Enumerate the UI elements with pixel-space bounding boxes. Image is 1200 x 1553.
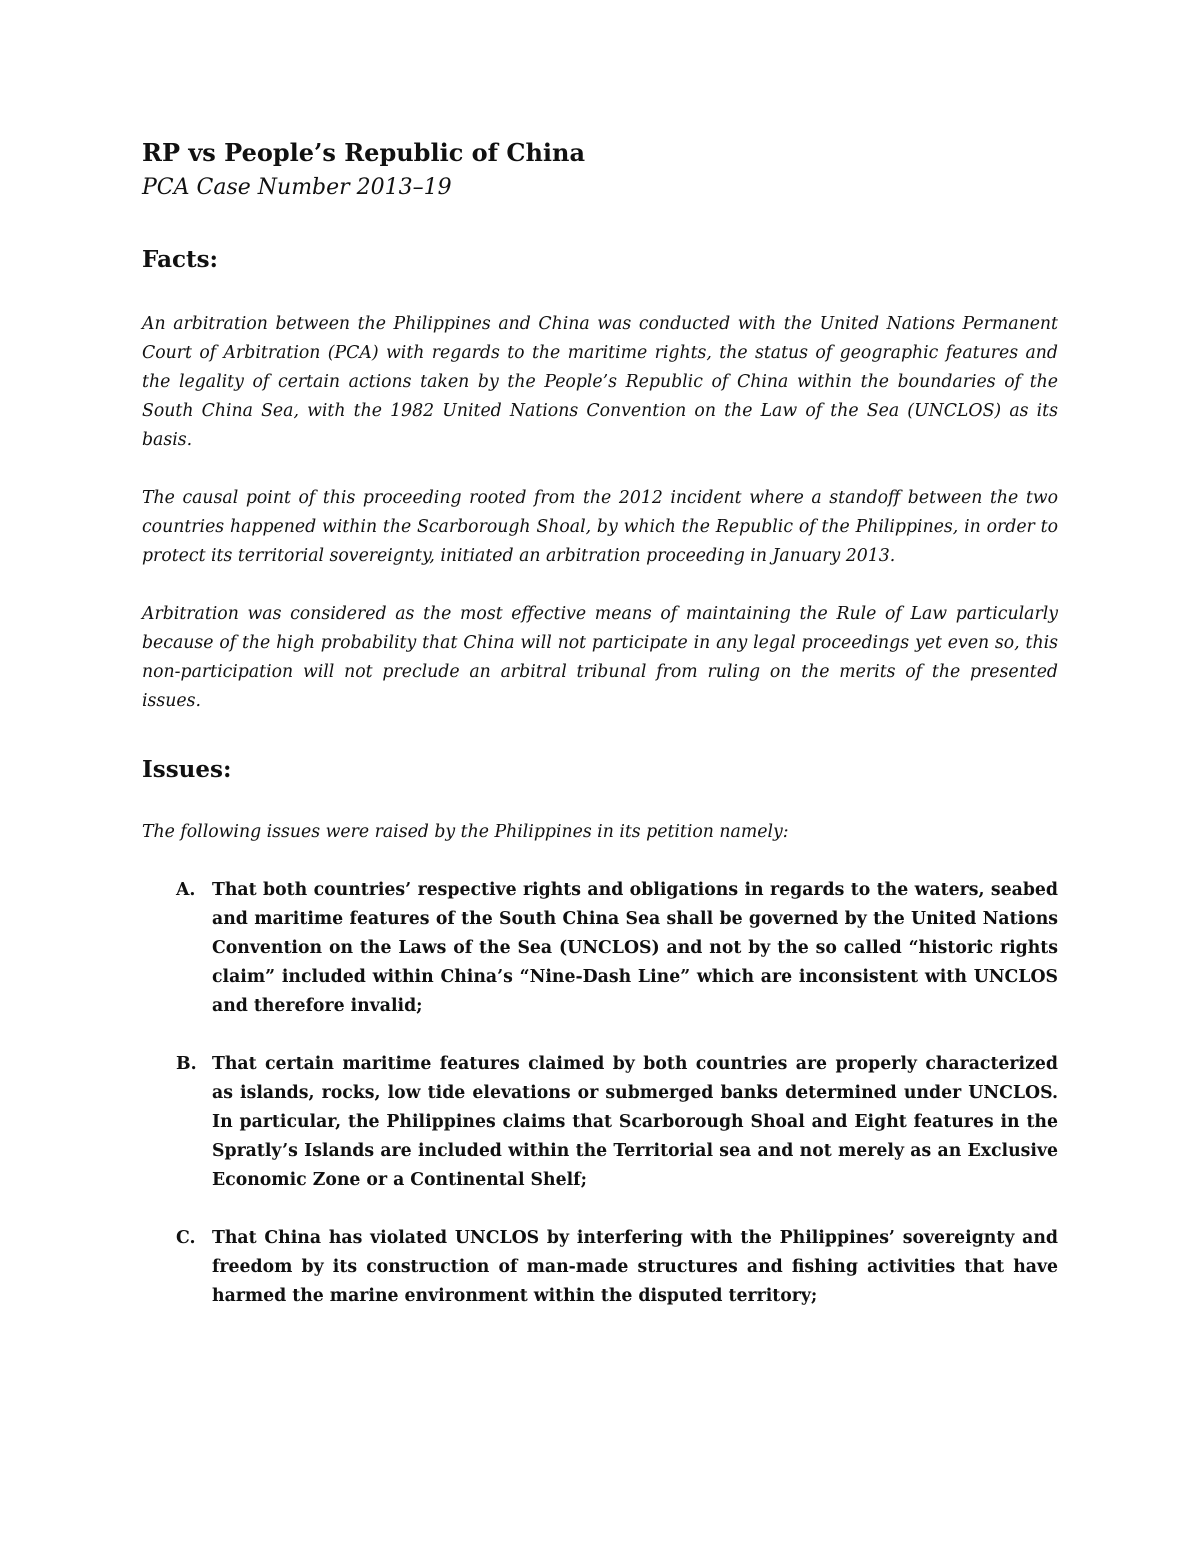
issue-item-c [142,1224,1058,1311]
facts-paragraph-3: Arbitration was considered as the most effective means of maintaining the Rule of Law particularly because of the high probability that China will not participate in any legal proceedings yet even so, this non-participation will not preclude an arbitral tribunal from ruling on the merits of the presented issues. [142,604,1058,711]
issue-letter: C. [176,1228,196,1248]
issues-list [142,876,1058,1311]
document-content [142,136,1058,1340]
document-title: RP vs People’s Republic of China [142,138,586,167]
issue-letter: A. [176,880,196,900]
issues-heading: Issues: [142,756,232,783]
issue-text: That certain maritime features claimed by both countries are properly characterized as islands, rocks, low tide elevations or submerged banks determined under UNCLOS. In particular, the Philippines claims that Scarborough Shoal and Eight features in the Spratly’s Islands are included within the Territorial sea and not merely as an Exclusive Economic Zone or a Continental Shelf; [212,1054,1058,1190]
case-number: PCA Case Number 2013–19 [142,175,452,200]
facts-paragraph-1: An arbitration between the Philippines and China was conducted with the United Nations Permanent Court of Arbitration (PCA) with regards to the maritime rights, the status of geographic features and the legality of certain actions taken by the People’s Republic of China within the boundaries of the South China Sea, with the 1982 United Nations Convention on the Law of the Sea (UNCLOS) as its basis. [142,314,1058,450]
facts-heading: Facts: [142,246,219,273]
issue-item-b [142,1050,1058,1195]
issue-text: That both countries’ respective rights and obligations in regards to the waters, seabed and maritime features of the South China Sea shall be governed by the United Nations Convention on the Laws of the Sea (UNCLOS) and not by the so called “historic rights claim” included within China’s “Nine-Dash Line” which are inconsistent with UNCLOS and therefore invalid; [212,880,1058,1016]
facts-paragraph-2: The causal point of this proceeding rooted from the 2012 incident where a standoff between the two countries happened within the Scarborough Shoal, by which the Republic of the Philippines, in order to protect its territorial sovereignty, initiated an arbitration proceeding in January 2013. [142,488,1058,566]
issue-item-a [142,876,1058,1021]
issue-text: That China has violated UNCLOS by interfering with the Philippines’ sovereignty and freedom by its construction of man-made structures and fishing activities that have harmed the marine environment within the disputed territory; [212,1228,1058,1306]
issue-letter: B. [176,1054,197,1074]
issues-intro: The following issues were raised by the Philippines in its petition namely: [142,822,789,842]
